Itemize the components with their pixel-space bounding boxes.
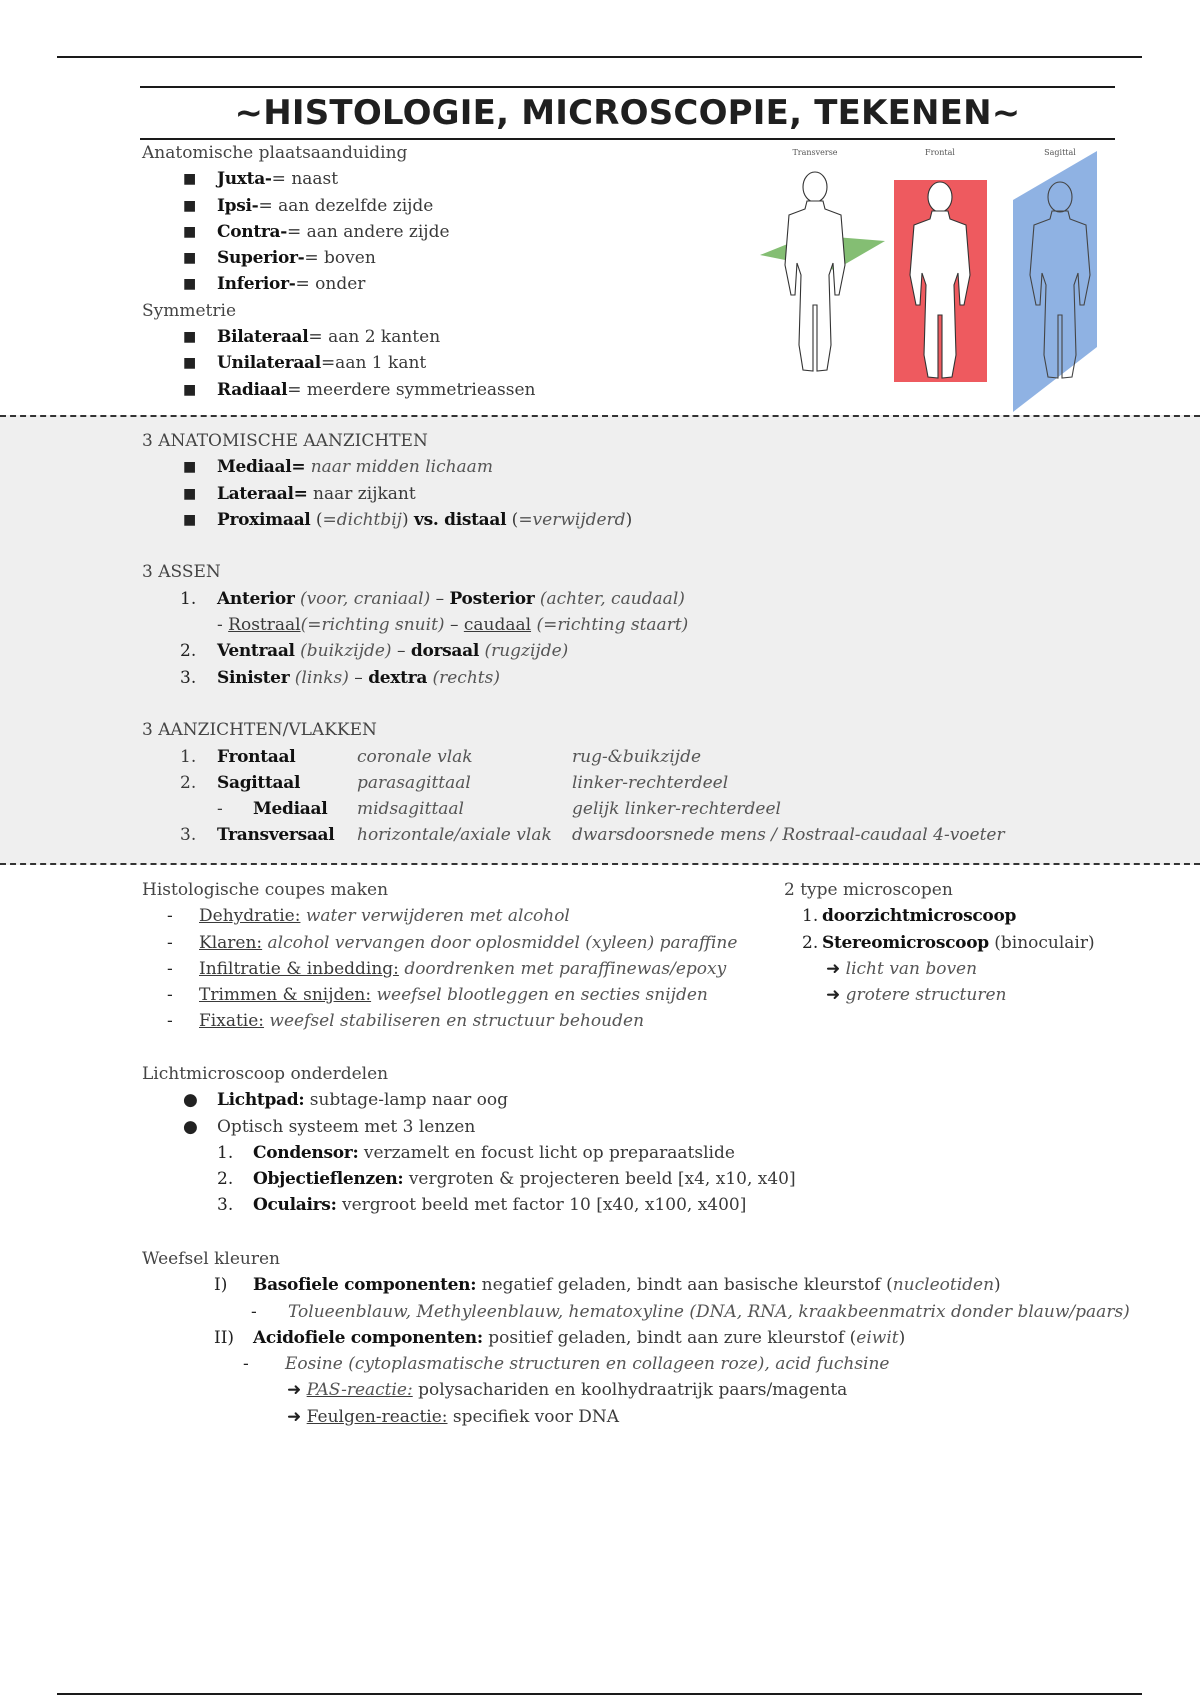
- list-item: ■ Unilateraal=aan 1 kant: [183, 353, 427, 374]
- symmetry-heading: Symmetrie: [142, 300, 237, 321]
- planes-heading: 3 AANZICHTEN/VLAKKEN: [142, 720, 377, 741]
- bottom-rule: [57, 1693, 1142, 1695]
- list-item: - Eosine (cytoplasmatische structuren en collageen roze), acid fuchsine: [243, 1354, 890, 1375]
- staining-section: [142, 1246, 1130, 1430]
- list-item: 2. Stereomicroscoop (binoculair): [802, 932, 1095, 953]
- list-item: ■ Lateraal= naar zijkant: [183, 483, 416, 504]
- list-item: ■ Contra-= aan andere zijde: [183, 221, 450, 242]
- table-row: 2. Sagittaal parasagittaal linker-rechterdeel: [180, 772, 729, 793]
- anatomy-heading: Anatomische plaatsaanduiding: [142, 143, 408, 163]
- sagittal-plane: [1013, 151, 1097, 412]
- page-title: ~HISTOLOGIE, MICROSCOPIE, TEKENEN~: [234, 93, 1021, 133]
- list-item: - Rostraal(=richting snuit) – caudaal (=richting staart): [217, 615, 689, 636]
- list-item: ■ Proximaal (=dichtbij) vs. distaal (=verwijderd): [183, 509, 633, 530]
- label-sagittal: Sagittal: [1044, 148, 1076, 157]
- microscopes-heading: 2 type microscopen: [784, 880, 953, 900]
- list-item: ■ Bilateraal= aan 2 kanten: [183, 327, 441, 348]
- arrow-right-icon: ➜: [287, 1406, 302, 1427]
- staining-heading: Weefsel kleuren: [142, 1249, 281, 1269]
- bullet-icon: ●: [183, 1116, 198, 1137]
- microscopes-section: [784, 877, 1095, 1008]
- list-item: ■ Radiaal= meerdere symmetrieassen: [183, 379, 536, 400]
- list-item: - Klaren: alcohol vervangen door oplosmiddel (xyleen) paraffine: [167, 932, 738, 953]
- list-item: - Trimmen & snijden: weefsel blootleggen en secties snijden: [167, 985, 708, 1006]
- top-rule: [57, 56, 1142, 58]
- list-item: - Dehydratie: water verwijderen met alcohol: [167, 906, 570, 927]
- dashed-divider: [0, 415, 1200, 417]
- planes-illustration: [755, 145, 1115, 415]
- axes-heading: 3 ASSEN: [142, 562, 221, 583]
- list-item: ● Lichtpad: subtage-lamp naar oog: [142, 1087, 796, 1113]
- list-item: ● Optisch systeem met 3 lenzen: [142, 1114, 796, 1140]
- label-transverse: Transverse: [792, 148, 838, 157]
- arrow-right-icon: ➜: [826, 985, 841, 1006]
- views-section: [142, 428, 1005, 849]
- list-item: 2. Objectieflenzen: vergroten & projecteren beeld [x4, x10, x40]: [217, 1169, 796, 1190]
- views-heading: 3 ANATOMISCHE AANZICHTEN: [142, 431, 428, 451]
- list-item: 3. Sinister (links) – dextra (rechts): [180, 667, 500, 688]
- list-item: ■ Mediaal= naar midden lichaam: [183, 457, 493, 478]
- table-row: - Mediaal midsagittaal gelijk linker-rechterdeel: [217, 799, 781, 820]
- transverse-body: [760, 172, 885, 371]
- coupes-section: [142, 877, 737, 1035]
- list-item: ■ Ipsi-= aan dezelfde zijde: [183, 195, 434, 216]
- list-item: ➜ grotere structuren: [826, 985, 1007, 1006]
- dashed-divider: [0, 863, 1200, 865]
- coupes-heading: Histologische coupes maken: [142, 880, 389, 900]
- table-row: 1. Frontaal coronale vlak rug-&buikzijde: [180, 746, 702, 767]
- list-item: II) Acidofiele componenten: positief geladen, bindt aan zure kleurstof (eiwit): [214, 1327, 906, 1348]
- list-item: ➜ Feulgen-reactie: specifiek voor DNA: [287, 1406, 620, 1427]
- list-item: ■ Inferior-= onder: [183, 274, 366, 295]
- list-item: ■ Superior-= boven: [183, 248, 376, 269]
- list-item: - Tolueenblauw, Methyleenblauw, hematoxyline (DNA, RNA, kraakbeenmatrix donder blauw/paars): [251, 1301, 1130, 1322]
- arrow-right-icon: ➜: [287, 1380, 302, 1401]
- anatomy-section: [142, 140, 536, 403]
- list-item: I) Basofiele componenten: negatief geladen, bindt aan basische kleurstof (nucleotiden): [214, 1275, 1001, 1296]
- lightmicroscope-section: [142, 1061, 796, 1219]
- bullet-icon: ●: [183, 1090, 198, 1111]
- list-item: - Fixatie: weefsel stabiliseren en structuur behouden: [167, 1011, 645, 1032]
- list-item: 1. doorzichtmicroscoop: [802, 906, 1017, 927]
- list-item: ➜ licht van boven: [826, 958, 978, 979]
- list-item: 1. Anterior (voor, craniaal) – Posterior (achter, caudaal): [180, 588, 685, 609]
- list-item: - Infiltratie & inbedding: doordrenken met paraffinewas/epoxy: [167, 958, 727, 979]
- lightmicroscope-heading: Lichtmicroscoop onderdelen: [142, 1064, 389, 1084]
- list-item: 1. Condensor: verzamelt en focust licht op preparaatslide: [217, 1142, 735, 1163]
- list-item: ■ Juxta-= naast: [183, 169, 339, 190]
- list-item: ➜ PAS-reactie: polysachariden en koolhydraatrijk paars/magenta: [287, 1380, 848, 1401]
- anatomical-planes-figure: [755, 145, 1115, 415]
- frontal-body: [894, 180, 987, 382]
- title-box: [140, 86, 1115, 140]
- label-frontal: Frontal: [925, 148, 955, 157]
- sagittal-body: [1013, 151, 1097, 412]
- list-item: 2. Ventraal (buikzijde) – dorsaal (rugzijde): [180, 641, 569, 662]
- arrow-right-icon: ➜: [826, 958, 841, 979]
- list-item: 3. Oculairs: vergroot beeld met factor 10 [x40, x100, x400]: [217, 1195, 747, 1216]
- table-row: 3. Transversaal horizontale/axiale vlak dwarsdoorsnede mens / Rostraal-caudaal 4-voeter: [180, 825, 1005, 846]
